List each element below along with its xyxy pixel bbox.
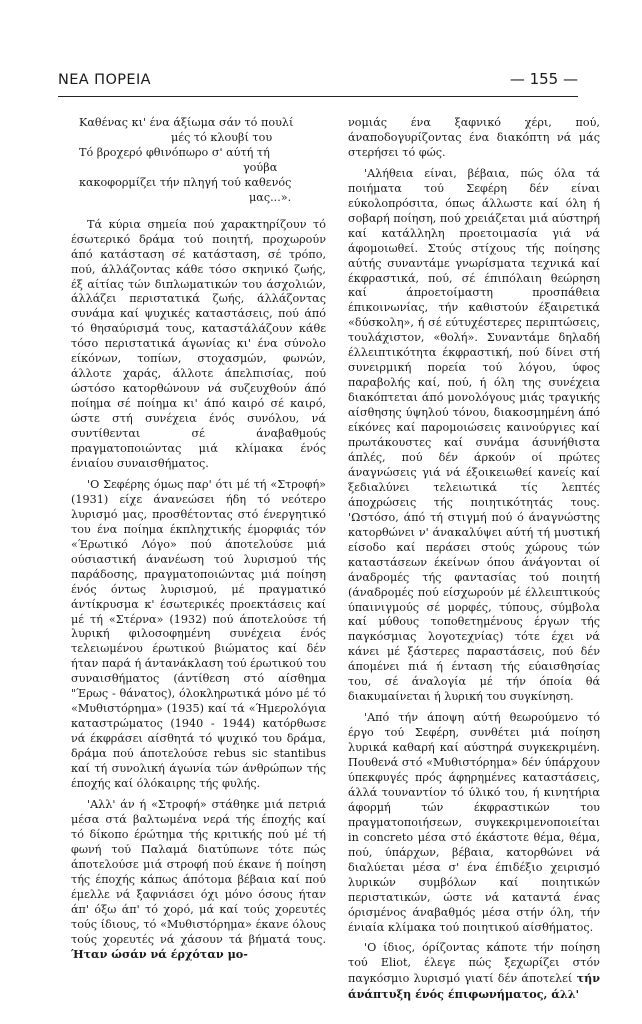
body-paragraph: 'Ο Σεφέρης όμως παρ' ότι μέ τή «Στροφή» (1931) είχε άνανεώσει ήδη τό νεότερο λυρισμό μας, προσθέτοντας στό ένεργητικό του ένα ποίημα έκπληχτικής έμορφιάς τόν «Έρωτικό Λόγο» πού άποτελούσε μιά ούσιαστική άνανέωση τού λυρισμού τής παράδοσης, πραγματοποιώντας μιά ποίηση ένός όντως λυρισμού, μέ πραγματικό άντίκρυσμα κ' έσωτερικές προεκτάσεις καί μέ τή «Στέρνα» (1932) πού άποτελούσε τή λυρική φιλοσοφημένη συνέχεια ένός τελειωμένου έρωτικού βιώματος καί δέν ήταν παρά ή άντανάκλαση τού έρωτικού του συναισθήματος (άντίθεση στό αίσθημα "Έρως - θάνατος), όλοκληρωτικά μόνο μέ τό «Μυθιστόρημα» (1935) καί τά «Ήμερολόγια καταστρώματος (1940 - 1944) κατόρθωσε νά έκφράσει αίσθητά τό ψυχικό του δράμα, δράμα πού άποτελούσε rebus sic stantibus καί τή συνολική άγωνία τών άνθρώπων τής έποχής καί όλόκαιρης τής φυλής.	[71, 477, 326, 790]
poem-line: γούβα	[243, 160, 278, 174]
poem-line: Τό βροχερό φθινόπωρο σ' αύτή τή	[79, 145, 270, 159]
body-paragraph: 'Από τήν άποψη αύτή θεωρούμενο τό έργο τού Σεφέρη, συνθέτει μιά ποίηση λυρικά καθαρή καί αύστηρά συγκεκριμένη. Πουθενά στό «Μυθιστόρημα» δέν ύπάρχουν ύπεκφυγές πρός άφηρημένες καταστάσεις, άλλά τουναντίον τό ύλικό του, ή κινητήρια άφορμή τών έκφραστικών του πραγματοποιήσεων, συγκεκριμενοποιείται in concreto μέσα στό έκάστοτε θέμα, θέμα, πού, ύπάρχων, βέβαια, κατορθώνει νά διαλύεται μέσα σ' ένα έπιδέξιο χειρισμό λυρικών συμβόλων καί ποιητικών περιστατικών, ώστε νά καταντά ένας όρισμένος άναβαθμός μέσα στήν όλη, τήν ένιαία κλίμακα τού ποιητικού αίσθήματος.	[348, 711, 600, 934]
journal-title: ΝΕΑ ΠΟΡΕΙΑ	[58, 72, 151, 88]
body-paragraph	[71, 798, 326, 963]
poem-line: μας...».	[249, 190, 292, 204]
body-paragraph	[348, 941, 600, 1003]
page-header	[58, 72, 578, 98]
poem-line: κακοφορμίζει τήν πληγή τού καθενός	[79, 175, 292, 189]
right-column	[348, 116, 600, 1009]
paragraph-text-bold: τήν άνάπτυξη ένός έπιφωνήματος, άλλ'	[348, 971, 601, 1002]
paragraph-text-bold: Ήταν ώσάν νά έρχόταν μο-	[71, 947, 248, 962]
body-paragraph: νομιάς ένα ξαφνικό χέρι, πού, άναποδογυρίζοντας ένα διακόπτη νά μάς στερήσει τό φώς.	[348, 116, 600, 159]
header-rule	[58, 96, 578, 97]
body-paragraph: 'Αλήθεια είναι, βέβαια, πώς όλα τά ποιήματα τού Σεφέρη δέν είναι εύκολοπρόσιτα, όπως άλλωστε καί όλη ή σοβαρή ποίηση, πού χρειάζεται μιά αύστηρή καί κατάλληλη προετοιμασία γιά νά άφομοιωθεί. Στούς στίχους τής ποίησης αύτής συναντάμε γνωρίσματα τεχνικά καί έκφραστικά, πού, σέ έπιπόλαιη θεώρηση καί άπροετοίμαστη προσπάθεια έπικοινωνίας, τήν καθιστούν έξαιρετικά «δύσκολη», ή σέ εύτυχέστερες περιπτώσεις, τουλάχιστον, «θολή». Συναντάμε δηλαδή έλλειπτικότητα έκφραστική, πού δίνει στή συνειρμική πορεία τού λόγου, ύφος παραβολής καί, πού, ή όλη της συνέχεια διακόπτεται άπό μονολόγους μιάς τραγικής αίσθησης ύψηλού τόνου, διακοσμημένη άπό είκόνες καί παρομοιώσεις καινούργιες καί πρωτάκουστες καί συνάμα άσυνήθιστα άπλές, πού δέν άρκούν οί πρώτες άναγνώσεις γιά νά έξοικειωθεί κανείς καί ξεδιαλύνει τελειωτικά τίς λεπτές άποχρώσεις τής ποιητικότητάς τους. 'Ωστόσο, άπό τή στιγμή πού ό άναγνώστης κατορθώνει ν' άνακαλύψει αύτή τή μυστική είσοδο καί περάσει στούς χώρους τών καταστάσεων έκείνων όπου άνάγονται οί άναδρομές τής φαντασίας τού ποιητή (άναδρομές πού είσχωρούν μέ έλλειπτικούς ύπαινιγμούς σέ μορφές, τύπους, σύμβολα καί μύθους τοποθετημένους έργων τής παγκόσμιας λογοτεχνίας) τότε έχει νά κάνει μέ ξάστερες παραστάσεις, πού δέν άπομένει πιά ή ένταση τής εύαισθησίας του, σέ άναλογία μέ τήν όποία θά διακυμαίνεται ή λυρική του συγκίνηση.	[348, 166, 600, 704]
poem-line: Καθένας κι' ένα άξίωμα σάν τό πουλί	[79, 116, 294, 129]
paragraph-text: 'Ο ίδιος, όρίζοντας κάποτε τήν ποίηση τού Eliot, έλεγε πώς ξεχωρίζει στόν παγκόσμιο λυρισμό γιατί δέν άποτελεί	[348, 941, 600, 986]
paragraph-text: 'Αλλ' άν ή «Στροφή» στάθηκε μιά πετριά μέσα στά βαλτωμένα νερά τής έποχής καί τό δίκοπο έρώτημα τής κριτικής πού μέ τή φωνή τού Παλαμά διατύπωνε τότε πώς άποτελούσε μιά στροφή πού έκανε ή ποίηση τής έποχής κάπως άπότομα βέβαια καί πού έμελλε νά ξαφνιάσει όχι μόνο όσους ήταν άπ' όξω άπ' τό χορό, μά καί τούς χορευτές τούς ίδιους, τό «Μυθιστόρημα» έκανε όλους τούς χορευτές νά χάσουν τά βήματά τους.	[71, 797, 326, 946]
body-paragraph: Τά κύρια σημεία πού χαρακτηρίζουν τό έσωτερικό δράμα τού ποιητή, προχωρούν άπό κατάσταση σέ κατάσταση, σέ τρόπο, πού, άλλάζοντας κάθε τόσο σκηνικό ζωής, έξ αίτίας τών διπλωματικών του άσχολιών, άλλάζει περιστατικά ζωής, άλλάζοντας συνάμα καί ψυχικές καταστάσεις, πού άπό τό θησαύρισμά τους, καταστάλάζουν κάθε τόσο περιστατικά άγωνίας κι' ένα σύνολο είκόνων, τοπίων, στοχασμών, φωνών, άλλοτε χαράς, άλλοτε άπελπισίας, πού ώστόσο κατορθώνουν νά συζευχθούν άπό ποίημα σέ ποίημα κι' άπό καιρό σέ καιρό, ώστε στή συνέχεια ένός συνόλου, νά συντίθενται σέ άναβαθμούς πραγματοποιώντας μιά κλίμακα ένός ένιαίου συναισθήματος.	[71, 217, 326, 470]
poem-line: μές τό κλουβί του	[171, 130, 273, 144]
left-column	[71, 116, 326, 969]
poem-quote	[71, 116, 326, 206]
page-number: — 155 —	[509, 70, 578, 88]
